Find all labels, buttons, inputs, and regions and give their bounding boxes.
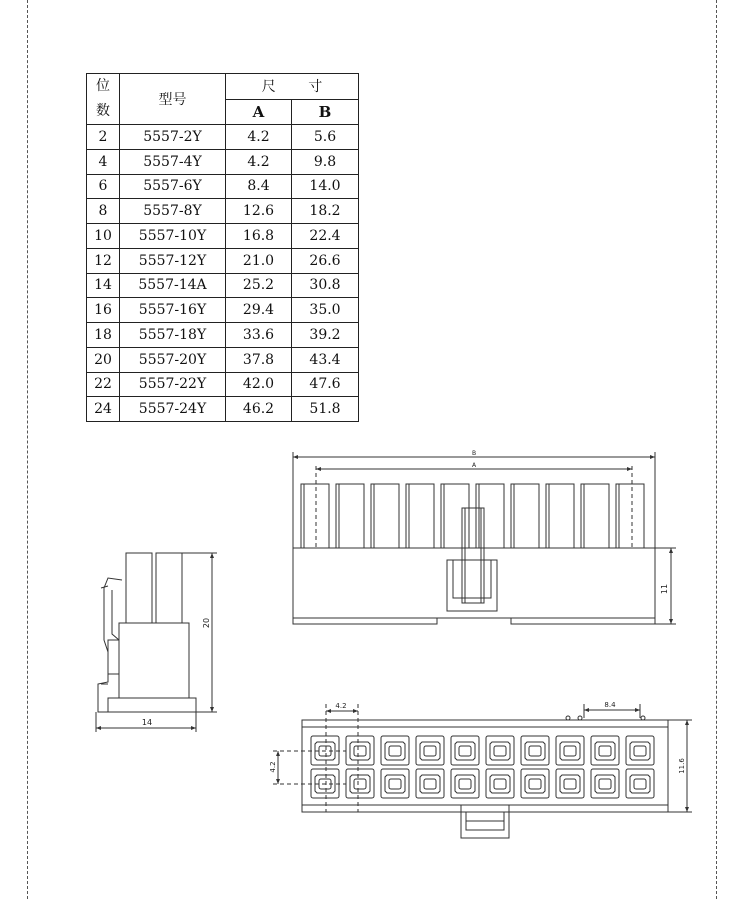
- positions-cell: 18: [87, 323, 120, 348]
- front-housing: [336, 484, 364, 548]
- dimension-b-cell: 14.0: [292, 174, 359, 199]
- dimension-b-cell: 22.4: [292, 224, 359, 249]
- pin-cavity-terminal: [595, 742, 615, 760]
- dimension-a-cell: 37.8: [226, 347, 292, 372]
- pin-cavity-terminal: [630, 775, 650, 793]
- front-housing: [616, 484, 644, 548]
- front-view: [293, 452, 676, 624]
- front-housing: [581, 484, 609, 548]
- pin-cavity-terminal: [595, 775, 615, 793]
- pin-cavity-inner: [494, 779, 506, 789]
- model-cell: 5557-8Y: [120, 199, 226, 224]
- model-cell: 5557-20Y: [120, 347, 226, 372]
- front-housing: [511, 484, 539, 548]
- pin-cavity-inner: [354, 779, 366, 789]
- pin-cavity-terminal: [525, 775, 545, 793]
- side-view-outline: [98, 553, 196, 712]
- positions-cell: 12: [87, 248, 120, 273]
- model-cell: 5557-18Y: [120, 323, 226, 348]
- dimension-a-cell: 29.4: [226, 298, 292, 323]
- pin-cavity-terminal: [490, 742, 510, 760]
- pin-cavity-inner: [529, 779, 541, 789]
- dim-b-label: B: [471, 450, 477, 457]
- model-header: 型号: [120, 74, 226, 125]
- dim-depth-label: 11.6: [678, 758, 686, 774]
- dimension-b-cell: 39.2: [292, 323, 359, 348]
- pin-cavity-terminal: [455, 775, 475, 793]
- dim-span-label: 8.4: [604, 701, 616, 709]
- pin-cavity-terminal: [420, 775, 440, 793]
- positions-cell: 16: [87, 298, 120, 323]
- model-cell: 5557-12Y: [120, 248, 226, 273]
- bottom-bumps: [566, 716, 645, 720]
- positions-cell: 10: [87, 224, 120, 249]
- front-housing: [546, 484, 574, 548]
- dimension-b-cell: 18.2: [292, 199, 359, 224]
- bottom-cavities: [311, 736, 654, 798]
- model-cell: 5557-14A: [120, 273, 226, 298]
- bottom-view: [273, 704, 692, 838]
- pin-cavity-inner: [564, 746, 576, 756]
- dimension-a-cell: 16.8: [226, 224, 292, 249]
- front-housing: [406, 484, 434, 548]
- pin-cavity-terminal: [350, 775, 370, 793]
- positions-header-char-1: 位: [96, 78, 110, 94]
- pin-cavity-inner: [634, 779, 646, 789]
- dimension-a-cell: 21.0: [226, 248, 292, 273]
- dimension-b-cell: 51.8: [292, 397, 359, 422]
- front-housings: [301, 484, 644, 548]
- model-cell: 5557-22Y: [120, 372, 226, 397]
- front-housing: [371, 484, 399, 548]
- dimension-a-cell: 12.6: [226, 199, 292, 224]
- model-cell: 5557-4Y: [120, 149, 226, 174]
- positions-cell: 24: [87, 397, 120, 422]
- pin-cavity-inner: [529, 746, 541, 756]
- pin-cavity-inner: [564, 779, 576, 789]
- dimension-a-cell: 42.0: [226, 372, 292, 397]
- pin-cavity-inner: [599, 779, 611, 789]
- dimension-a-header: A: [226, 99, 292, 125]
- positions-cell: 4: [87, 149, 120, 174]
- pin-cavity-inner: [424, 746, 436, 756]
- pin-cavity-inner: [389, 746, 401, 756]
- pin-cavity-terminal: [420, 742, 440, 760]
- pin-cavity-terminal: [630, 742, 650, 760]
- side-width-label: 14: [141, 718, 153, 727]
- model-cell: 5557-10Y: [120, 224, 226, 249]
- dimension-a-cell: 25.2: [226, 273, 292, 298]
- dimension-b-cell: 9.8: [292, 149, 359, 174]
- dim-a: [316, 466, 632, 548]
- dimension-a-cell: 46.2: [226, 397, 292, 422]
- dimension-b-cell: 35.0: [292, 298, 359, 323]
- pin-cavity-inner: [494, 746, 506, 756]
- positions-cell: 2: [87, 125, 120, 150]
- dimension-a-cell: 8.4: [226, 174, 292, 199]
- positions-cell: 22: [87, 372, 120, 397]
- model-cell: 5557-2Y: [120, 125, 226, 150]
- model-cell: 5557-24Y: [120, 397, 226, 422]
- front-latch: [447, 508, 497, 611]
- dim-a-label: A: [471, 462, 477, 469]
- dim-11-label: 11: [660, 583, 669, 595]
- pin-cavity-terminal: [350, 742, 370, 760]
- dimension-b-header: B: [292, 99, 359, 125]
- dimension-a-cell: 33.6: [226, 323, 292, 348]
- front-housing: [476, 484, 504, 548]
- dim-row-pitch-label: 4.2: [269, 761, 277, 773]
- dimension-a-cell: 4.2: [226, 125, 292, 150]
- positions-header-char-2: 数: [96, 103, 110, 119]
- side-height-label: 20: [202, 617, 211, 629]
- pin-cavity-terminal: [560, 742, 580, 760]
- pin-cavity-inner: [459, 779, 471, 789]
- dimension-b-cell: 43.4: [292, 347, 359, 372]
- pin-cavity-terminal: [560, 775, 580, 793]
- pin-cavity-inner: [599, 746, 611, 756]
- positions-cell: 8: [87, 199, 120, 224]
- dimension-a-cell: 4.2: [226, 149, 292, 174]
- pin-cavity-terminal: [525, 742, 545, 760]
- model-cell: 5557-6Y: [120, 174, 226, 199]
- dim-pitch-label: 4.2: [335, 702, 347, 710]
- pin-cavity-terminal: [385, 775, 405, 793]
- dimension-b-cell: 30.8: [292, 273, 359, 298]
- positions-cell: 6: [87, 174, 120, 199]
- pin-cavity-terminal: [455, 742, 475, 760]
- side-height-dimension: [182, 553, 217, 712]
- pin-cavity-inner: [424, 779, 436, 789]
- pin-cavity-inner: [354, 746, 366, 756]
- dimension-b-cell: 47.6: [292, 372, 359, 397]
- pin-cavity-terminal: [385, 742, 405, 760]
- pin-cavity-inner: [634, 746, 646, 756]
- pin-cavity-terminal: [490, 775, 510, 793]
- pin-cavity-inner: [459, 746, 471, 756]
- positions-cell: 20: [87, 347, 120, 372]
- dimensions-header: 尺 寸: [226, 74, 359, 100]
- positions-cell: 14: [87, 273, 120, 298]
- model-cell: 5557-16Y: [120, 298, 226, 323]
- dimension-b-cell: 5.6: [292, 125, 359, 150]
- front-housing: [301, 484, 329, 548]
- pin-cavity-inner: [389, 779, 401, 789]
- dimension-b-cell: 26.6: [292, 248, 359, 273]
- side-view: [96, 553, 217, 732]
